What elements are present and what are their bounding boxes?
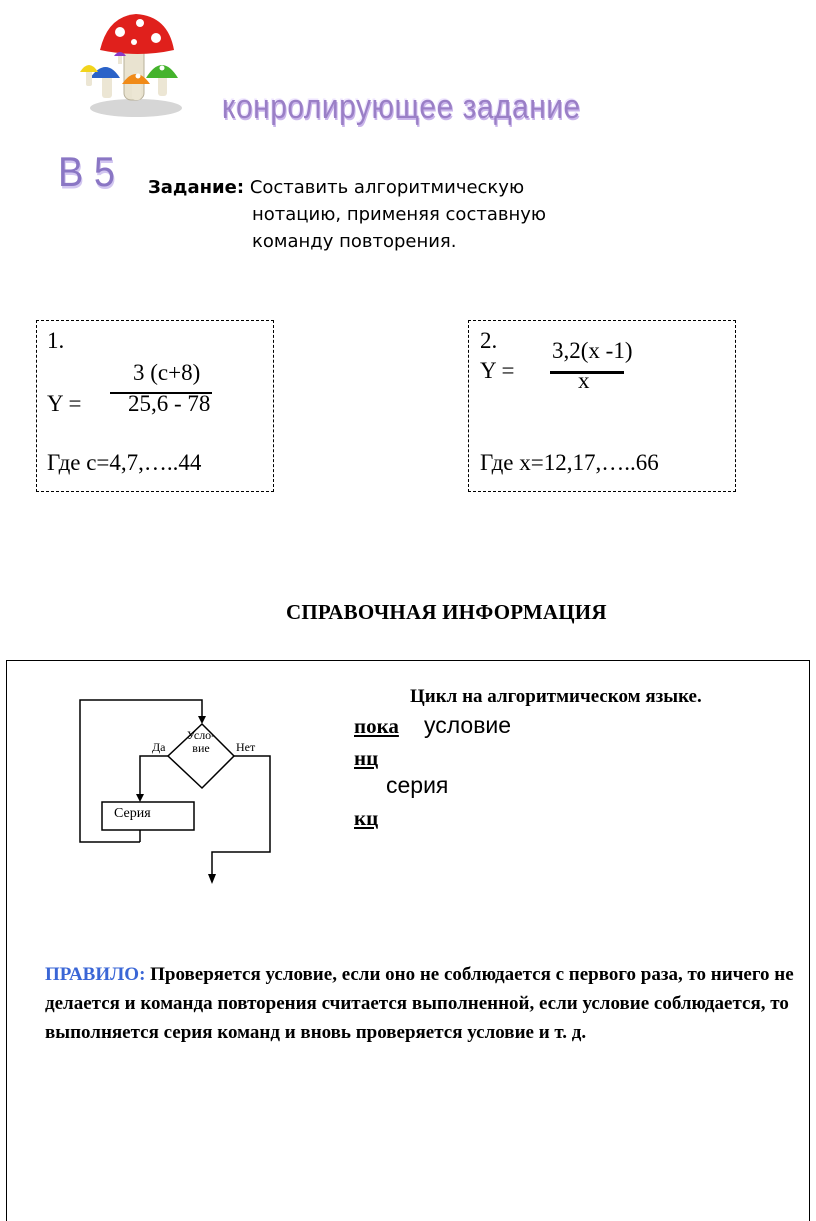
keyword-end: кц <box>354 806 379 830</box>
loop-flowchart <box>76 692 282 888</box>
series-label: Серия <box>114 806 151 821</box>
series-text: серия <box>386 772 449 798</box>
task-line-1: Составить алгоритмическую <box>249 177 525 198</box>
exercise-1-numerator: 3 (c+8) <box>133 360 201 385</box>
condition-text: условие <box>424 712 512 738</box>
exercise-2-numerator: 3,2(x -1) <box>552 338 633 363</box>
exercise-1-range: Где с=4,7,…..44 <box>47 450 202 475</box>
task-statement <box>148 174 546 255</box>
arrow-into-series <box>136 794 144 802</box>
condition-label: Усло- вие <box>186 728 216 755</box>
arrow-into-condition <box>198 716 206 724</box>
exercise-2-number: 2. <box>480 328 498 353</box>
keyword-while: пока <box>354 714 399 738</box>
variant-label: В 5 <box>58 149 116 197</box>
exit-arrow <box>208 874 216 884</box>
rule-label: ПРАВИЛО: <box>45 964 146 985</box>
mushrooms-illustration <box>78 8 186 120</box>
no-branch-line <box>212 756 270 876</box>
no-label: Нет <box>236 740 256 754</box>
exercise-2-range: Где х=12,17,…..66 <box>480 450 659 475</box>
task-line-2: нотацию, применяя составную <box>252 204 547 225</box>
cycle-heading: Цикл на алгоритмическом языке. <box>410 686 702 707</box>
exercise-2-denominator: x <box>578 368 590 393</box>
yes-branch-line <box>140 756 168 796</box>
exercise-1-denominator: 25,6 - 78 <box>128 391 211 416</box>
rule-text: Проверяется условие, если оно не соблюдается с первого раза, то ничего не делается и команда повторения считается выполненной, если условие соблюдается, то выполняется серия команд и вновь проверяется условие и т. д. <box>45 964 794 1043</box>
exercise-1-lhs: Y = <box>47 391 82 416</box>
exercise-1-number: 1. <box>47 328 65 353</box>
worksheet-title: конролирующее задание <box>222 88 581 126</box>
task-line-3: команду повторения. <box>252 231 457 252</box>
exercise-2-lhs: Y = <box>480 358 515 383</box>
yes-label: Да <box>152 740 166 754</box>
task-label: Задание: <box>148 177 245 198</box>
rule-paragraph <box>45 960 805 1047</box>
keyword-begin: нц <box>354 746 379 770</box>
reference-title: СПРАВОЧНАЯ ИНФОРМАЦИЯ <box>286 600 607 624</box>
